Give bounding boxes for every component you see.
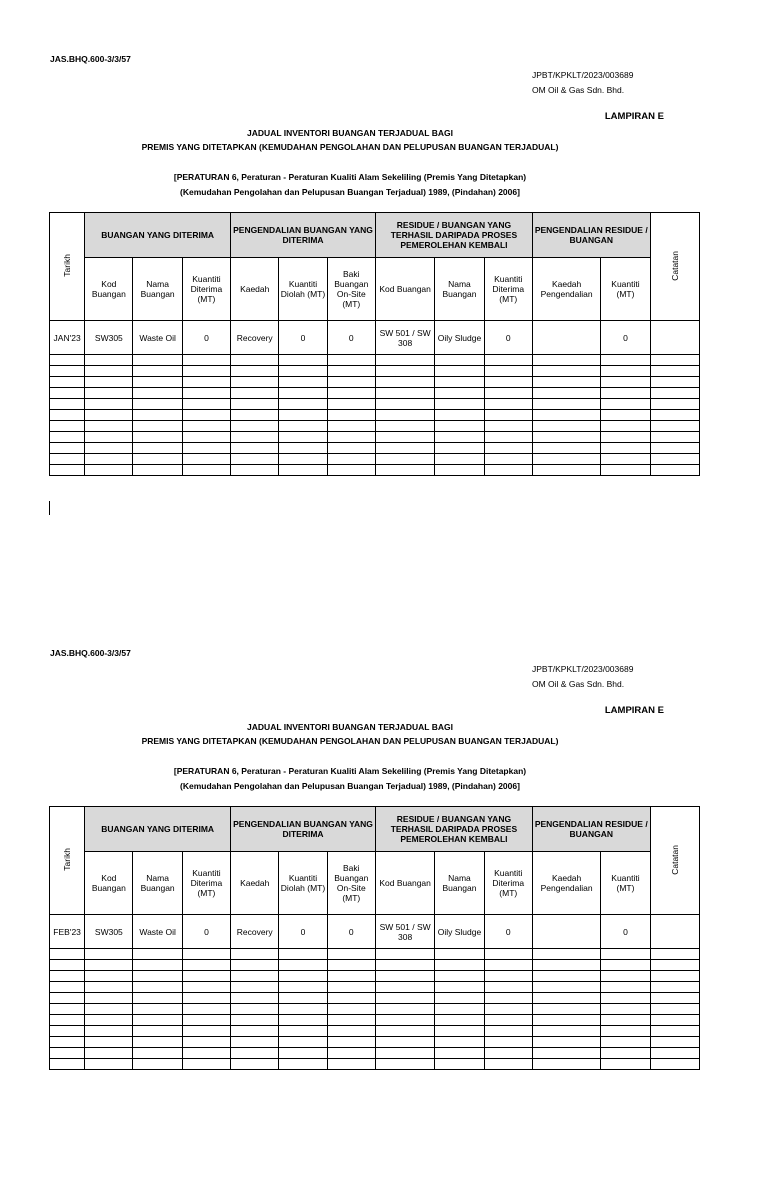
cell-nama: Waste Oil [133,915,182,949]
cell-baki: 0 [327,321,375,355]
header-residue: RESIDUE / BUANGAN YANG TERHASIL DARIPADA PROSES PEMEROLEHAN KEMBALI [375,213,532,258]
title-line-1: JADUAL INVENTORI BUANGAN TERJADUAL BAGI [247,128,453,138]
header-kuantiti-diolah: Kuantiti Diolah (MT) [279,258,327,321]
regulation-line-2: (Kemudahan Pengolahan dan Pelupusan Buangan Terjadual) 1989, (Pindahan) 2006] [180,187,520,197]
file-reference: JAS.BHQ.600-3/3/57 [50,54,131,64]
recipient-info [532,662,633,692]
header-buangan-diterima: BUANGAN YANG DITERIMA [85,213,231,258]
table-row [50,971,700,982]
cell-peng-kaedah [532,321,600,355]
cell-residue-nama: Oily Sludge [435,915,484,949]
cell-kaedah: Recovery [231,321,279,355]
header-catatan: Catatan [650,213,699,321]
header-baki-buangan: Baki Buangan On-Site (MT) [327,852,375,915]
table-row [50,982,700,993]
cell-diolah: 0 [279,321,327,355]
cell-catatan [650,915,699,949]
table-row [50,993,700,1004]
form-page-2 [0,594,768,1188]
header-kod-buangan: Kod Buangan [85,852,133,915]
table-row [50,377,700,388]
header-kuantiti-diolah: Kuantiti Diolah (MT) [279,852,327,915]
table-row [50,443,700,454]
cell-residue-kuantiti: 0 [484,915,532,949]
header-kuantiti: Kuantiti (MT) [601,852,650,915]
table-row [50,1026,700,1037]
cell-nama: Waste Oil [133,321,182,355]
table-row [50,355,700,366]
appendix-label: LAMPIRAN E [604,705,664,716]
header-kuantiti: Kuantiti (MT) [601,258,650,321]
cell-diolah: 0 [279,915,327,949]
table-header-sub-row [50,258,700,321]
header-nama-buangan: Nama Buangan [133,852,182,915]
header-kaedah-pengendalian: Kaedah Pengendalian [532,852,600,915]
table-row [50,1048,700,1059]
appendix-label: LAMPIRAN E [604,111,664,122]
document-number: JPBT/KPKLT/2023/003689 [532,70,634,80]
file-reference: JAS.BHQ.600-3/3/57 [50,648,131,658]
table-row [50,1059,700,1070]
header-kaedah: Kaedah [231,852,279,915]
table-row [50,421,700,432]
cell-baki: 0 [327,915,375,949]
title-line-2: PREMIS YANG DITETAPKAN (KEMUDAHAN PENGOLAHAN DAN PELUPUSAN BUANGAN TERJADUAL) [141,736,559,746]
header-pengendalian-residue: PENGENDALIAN RESIDUE / BUANGAN [532,807,650,852]
regulation-reference [0,764,700,794]
recipient-info [532,68,633,98]
header-kuantiti-diterima: Kuantiti Diterima (MT) [182,852,230,915]
cell-tarikh: JAN'23 [50,321,85,355]
header-tarikh: Tarikh [50,807,85,915]
cell-residue-kuantiti: 0 [484,321,532,355]
header-baki-buangan: Baki Buangan On-Site (MT) [327,258,375,321]
header-residue-kuantiti: Kuantiti Diterima (MT) [484,258,532,321]
header-residue-nama: Nama Buangan [435,852,484,915]
table-header-group-row [50,213,700,258]
form-title [0,126,700,154]
document-number: JPBT/KPKLT/2023/003689 [532,664,634,674]
cell-peng-kaedah [532,915,600,949]
cell-catatan [650,321,699,355]
header-residue-nama: Nama Buangan [435,258,484,321]
header-kuantiti-diterima: Kuantiti Diterima (MT) [182,258,230,321]
table-row [50,1004,700,1015]
cell-residue-kod: SW 501 / SW 308 [375,915,434,949]
header-buangan-diterima: BUANGAN YANG DITERIMA [85,807,231,852]
inventory-table [49,212,700,476]
table-row [50,1037,700,1048]
header-nama-buangan: Nama Buangan [133,258,182,321]
header-pengendalian-residue: PENGENDALIAN RESIDUE / BUANGAN [532,213,650,258]
cell-kuantiti: 0 [182,915,230,949]
header-catatan: Catatan [650,807,699,915]
cell-residue-nama: Oily Sludge [435,321,484,355]
header-kod-buangan: Kod Buangan [85,258,133,321]
cell-kod: SW305 [85,915,133,949]
table-row [50,465,700,476]
form-title [0,720,700,748]
header-residue-kuantiti: Kuantiti Diterima (MT) [484,852,532,915]
table-edge-line [49,501,50,515]
header-residue-kod: Kod Buangan [375,258,434,321]
header-kaedah-pengendalian: Kaedah Pengendalian [532,258,600,321]
table-row [50,410,700,421]
header-residue-kod: Kod Buangan [375,852,434,915]
company-name: OM Oil & Gas Sdn. Bhd. [532,85,625,95]
cell-kuantiti: 0 [182,321,230,355]
table-row [50,399,700,410]
cell-kaedah: Recovery [231,915,279,949]
title-line-1: JADUAL INVENTORI BUANGAN TERJADUAL BAGI [247,722,453,732]
inventory-table [49,806,700,1070]
regulation-line-1: [PERATURAN 6, Peraturan - Peraturan Kualiti Alam Sekeliling (Premis Yang Ditetapkan) [173,172,527,182]
table-row [50,915,700,949]
cell-peng-kuantiti: 0 [601,321,650,355]
cell-tarikh: FEB'23 [50,915,85,949]
cell-kod: SW305 [85,321,133,355]
title-line-2: PREMIS YANG DITETAPKAN (KEMUDAHAN PENGOLAHAN DAN PELUPUSAN BUANGAN TERJADUAL) [141,142,559,152]
header-kaedah: Kaedah [231,258,279,321]
cell-peng-kuantiti: 0 [601,915,650,949]
table-row [50,949,700,960]
header-pengendalian-buangan: PENGENDALIAN BUANGAN YANG DITERIMA [231,213,376,258]
table-header-sub-row [50,852,700,915]
table-row [50,454,700,465]
table-row [50,432,700,443]
table-row [50,960,700,971]
cell-residue-kod: SW 501 / SW 308 [375,321,434,355]
company-name: OM Oil & Gas Sdn. Bhd. [532,679,625,689]
table-header-group-row [50,807,700,852]
regulation-line-1: [PERATURAN 6, Peraturan - Peraturan Kualiti Alam Sekeliling (Premis Yang Ditetapkan) [173,766,527,776]
table-row [50,321,700,355]
header-tarikh: Tarikh [50,213,85,321]
regulation-reference [0,170,700,200]
regulation-line-2: (Kemudahan Pengolahan dan Pelupusan Buangan Terjadual) 1989, (Pindahan) 2006] [180,781,520,791]
table-row [50,366,700,377]
header-pengendalian-buangan: PENGENDALIAN BUANGAN YANG DITERIMA [231,807,376,852]
header-residue: RESIDUE / BUANGAN YANG TERHASIL DARIPADA PROSES PEMEROLEHAN KEMBALI [375,807,532,852]
table-row [50,388,700,399]
